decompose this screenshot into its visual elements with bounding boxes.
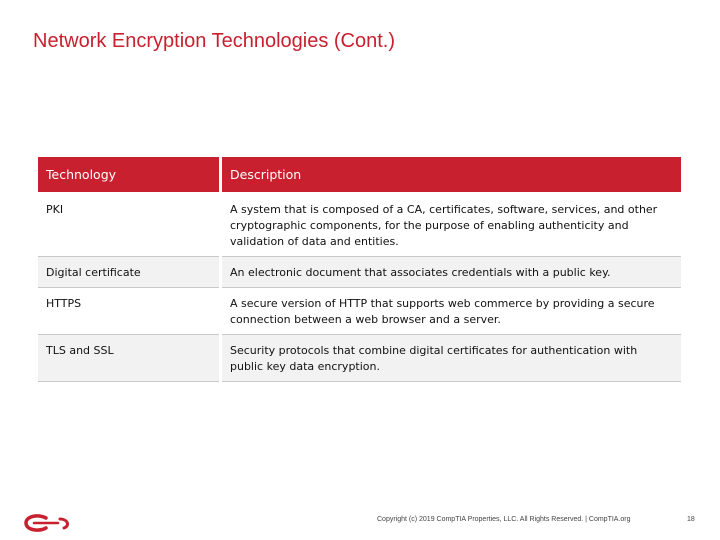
- cell-description: A system that is composed of a CA, certificates, software, services, and other cryptographic components, for the purpose of enabling authenticity and validation of data and entities.: [221, 193, 682, 257]
- cell-technology: TLS and SSL: [38, 335, 221, 382]
- table-row: [38, 193, 681, 257]
- cell-technology: PKI: [38, 193, 221, 257]
- footer-copyright: Copyright (c) 2019 CompTIA Properties, LLC. All Rights Reserved. | CompTIA.org: [377, 516, 631, 523]
- table-row: [38, 257, 681, 288]
- header-description: Description: [221, 157, 682, 193]
- header-technology: Technology: [38, 157, 221, 193]
- cell-description: A secure version of HTTP that supports web commerce by providing a secure connection between a web browser and a server.: [221, 288, 682, 335]
- cell-technology: Digital certificate: [38, 257, 221, 288]
- cell-description: Security protocols that combine digital certificates for authentication with public key data encryption.: [221, 335, 682, 382]
- table-row: [38, 335, 681, 382]
- cell-description: An electronic document that associates credentials with a public key.: [221, 257, 682, 288]
- page-number: 18: [687, 516, 695, 523]
- comptia-logo-icon: [24, 514, 74, 532]
- table-row: [38, 288, 681, 335]
- cell-technology: HTTPS: [38, 288, 221, 335]
- encryption-table: [38, 157, 681, 382]
- table-header-row: [38, 157, 681, 193]
- slide-title: Network Encryption Technologies (Cont.): [33, 30, 396, 52]
